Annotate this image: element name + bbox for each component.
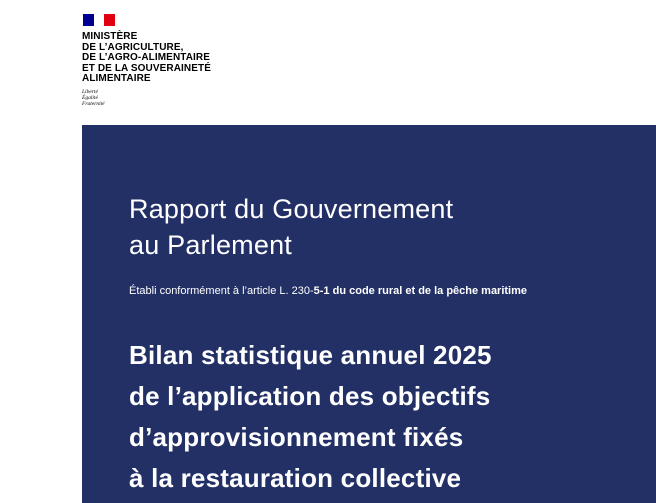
flag-blue-stripe [83,14,94,26]
legal-basis-subtitle [129,284,527,298]
motto-line: Fraternité [82,101,105,108]
french-flag-icon [83,14,115,26]
subtitle-suffix: du code rural et de la pêche maritime [329,285,528,297]
report-title [129,191,453,263]
main-title [129,335,492,499]
ministry-line: ALIMENTAIRE [82,73,151,85]
main-title-line: d’approvisionnement fixés [129,422,464,452]
main-title-line: Bilan statistique annuel 2025 [129,340,492,370]
republic-motto [82,89,282,108]
ministry-line: DE L’AGRICULTURE, [82,41,184,53]
ministry-line: MINISTÈRE [82,31,138,42]
report-title-line: au Parlement [129,230,292,260]
ministry-name [82,32,282,85]
ministry-line: DE L’AGRO-ALIMENTAIRE [82,52,211,64]
subtitle-prefix: Établi conformément à l’article L. 230- [129,285,314,297]
motto-line: Liberté [82,88,98,95]
motto-line: Égalité [82,95,98,102]
report-title-line: Rapport du Gouvernement [129,194,454,224]
flag-red-stripe [104,14,115,26]
ministry-line: ET DE LA SOUVERAINETÉ [82,62,211,74]
subtitle-article-end: 5-1 [313,285,330,297]
cover-panel [82,125,656,503]
main-title-line: de l’application des objectifs [129,381,491,411]
flag-white-stripe [94,14,104,26]
main-title-line: à la restauration collective [129,463,462,493]
ministry-logo [82,14,282,108]
